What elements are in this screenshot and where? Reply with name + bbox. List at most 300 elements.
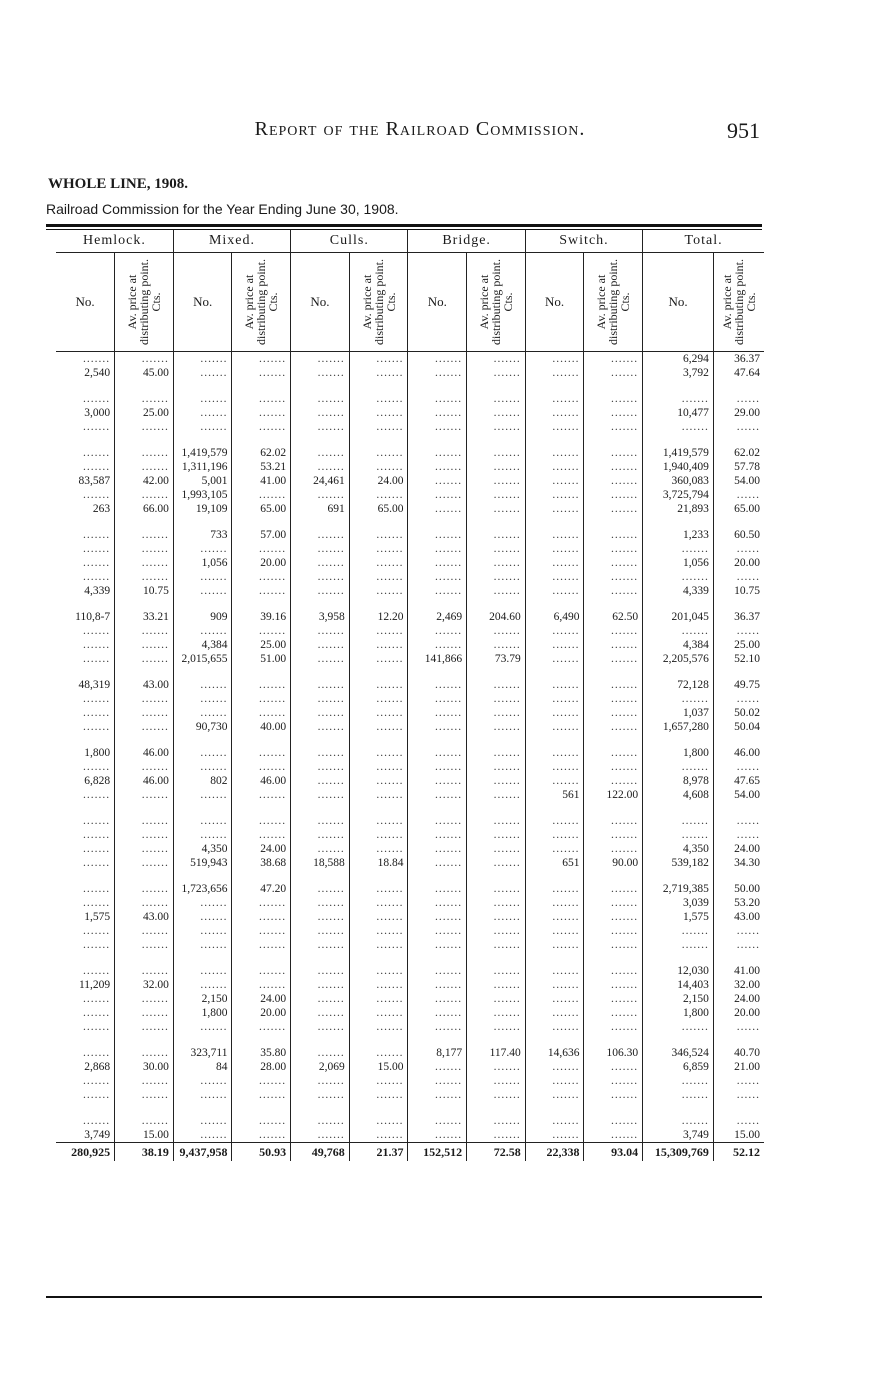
table-cell: ....... <box>408 692 467 706</box>
table-cell <box>232 598 291 610</box>
table-cell: ....... <box>525 992 584 1006</box>
table-cell: ....... <box>173 366 232 380</box>
table-cell: ...... <box>736 1089 760 1101</box>
table-cell: 6,490 <box>525 610 584 624</box>
table-cell <box>408 734 467 746</box>
table-cell: ....... <box>467 1006 526 1020</box>
table-cell <box>115 802 174 814</box>
table-cell <box>713 380 764 392</box>
table-cell: ....... <box>408 570 467 584</box>
table-cell: 4,350 <box>173 842 232 856</box>
table-cell: ....... <box>291 978 350 992</box>
table-cell: 106.30 <box>584 1046 643 1060</box>
table-cell: ....... <box>291 624 350 638</box>
table-cell: ....... <box>408 746 467 760</box>
table-cell: ....... <box>408 406 467 420</box>
table-cell: 1,800 <box>643 1006 714 1020</box>
table-cell: ....... <box>349 788 408 802</box>
table-cell: ....... <box>408 1006 467 1020</box>
table-cell <box>713 802 764 814</box>
table-cell: ....... <box>232 570 291 584</box>
table-cell: ....... <box>291 556 350 570</box>
table-cell: ....... <box>584 474 643 488</box>
table-cell <box>713 598 764 610</box>
table-cell <box>291 734 350 746</box>
table-cell: 691 <box>291 502 350 516</box>
table-cell: ....... <box>349 814 408 828</box>
table-cell: ....... <box>291 692 350 706</box>
table-cell: ....... <box>525 474 584 488</box>
table-row <box>56 460 764 474</box>
table-cell: ....... <box>173 692 232 706</box>
table-row <box>56 474 764 488</box>
table-cell: 1,311,196 <box>173 460 232 474</box>
table-cell: ....... <box>349 896 408 910</box>
table-cell: ....... <box>291 706 350 720</box>
table-cell: ....... <box>643 814 714 828</box>
table-cell: ....... <box>291 882 350 896</box>
table-cell: ....... <box>291 814 350 828</box>
table-cell: 3,749 <box>643 1128 714 1143</box>
table-cell: ....... <box>115 924 174 938</box>
table-cell: ....... <box>56 882 115 896</box>
table-cell: 3,792 <box>643 366 714 380</box>
table-cell: ....... <box>349 678 408 692</box>
table-cell: ....... <box>584 720 643 734</box>
table-cell: ....... <box>584 924 643 938</box>
table-cell: ....... <box>408 896 467 910</box>
table-cell: 53.20 <box>734 897 760 909</box>
table-cell: ....... <box>408 352 467 367</box>
table-cell: 2,150 <box>173 992 232 1006</box>
table-cell: ...... <box>736 829 760 841</box>
table-cell: ....... <box>525 1020 584 1034</box>
table-cell <box>525 870 584 882</box>
table-cell: ....... <box>115 570 174 584</box>
table-cell: ....... <box>173 896 232 910</box>
table-row <box>56 502 764 516</box>
table-cell <box>713 1102 764 1114</box>
table-cell: ....... <box>349 842 408 856</box>
table-cell <box>408 434 467 446</box>
table-cell <box>173 802 232 814</box>
table-cell: ....... <box>349 446 408 460</box>
table-cell: ....... <box>173 420 232 434</box>
table-cell: 33.21 <box>115 610 174 624</box>
table-cell: ....... <box>408 978 467 992</box>
table-cell: ....... <box>291 392 350 406</box>
table-cell: ....... <box>173 924 232 938</box>
table-cell: ....... <box>467 856 526 870</box>
table-cell: ....... <box>525 556 584 570</box>
table-cell: ....... <box>584 366 643 380</box>
table-cell: 4,339 <box>643 584 714 598</box>
table-cell: ....... <box>232 706 291 720</box>
table-cell: ....... <box>584 1114 643 1128</box>
table-cell: 323,711 <box>173 1046 232 1060</box>
table-cell: 30.00 <box>115 1060 174 1074</box>
table-cell <box>173 380 232 392</box>
table-cell: ....... <box>291 638 350 652</box>
table-row <box>56 556 764 570</box>
table-cell <box>584 516 643 528</box>
table-cell: ....... <box>525 842 584 856</box>
table-cell <box>56 870 115 882</box>
col-no: No. <box>408 253 467 352</box>
table-cell <box>525 802 584 814</box>
table-cell: 360,083 <box>643 474 714 488</box>
table-cell: ....... <box>173 978 232 992</box>
table-cell: ....... <box>232 938 291 952</box>
table-cell: 62.50 <box>584 610 643 624</box>
table-cell: 12.20 <box>349 610 408 624</box>
table-cell: ....... <box>467 460 526 474</box>
table-cell: ....... <box>349 570 408 584</box>
table-cell: 43.00 <box>734 911 760 923</box>
table-cell: ....... <box>584 652 643 666</box>
table-cell <box>115 1102 174 1114</box>
spacer-row <box>56 598 764 610</box>
group-culls: Culls. <box>291 230 408 253</box>
table-cell: ....... <box>643 570 714 584</box>
table-cell: ....... <box>115 460 174 474</box>
table-cell <box>291 870 350 882</box>
table-cell: ....... <box>173 706 232 720</box>
table-cell: ....... <box>291 760 350 774</box>
table-cell: ....... <box>56 788 115 802</box>
table-cell: ....... <box>115 528 174 542</box>
table-cell: ....... <box>349 652 408 666</box>
table-cell <box>173 1034 232 1046</box>
table-cell: 50.02 <box>734 707 760 719</box>
table-row <box>56 610 764 624</box>
table-cell <box>643 952 714 964</box>
table-cell: ....... <box>525 692 584 706</box>
table-cell: ....... <box>467 352 526 367</box>
table-cell: ....... <box>291 964 350 978</box>
table-cell: ....... <box>584 1128 643 1143</box>
table-cell: ....... <box>115 446 174 460</box>
table-cell: ....... <box>643 1074 714 1088</box>
table-cell: ....... <box>525 978 584 992</box>
group-switch: Switch. <box>525 230 642 253</box>
page-number: 951 <box>727 118 760 143</box>
table-cell: ....... <box>115 1046 174 1060</box>
table-cell: ....... <box>584 1020 643 1034</box>
table-cell: ....... <box>467 964 526 978</box>
col-no: No. <box>643 253 714 352</box>
table-cell: ....... <box>115 760 174 774</box>
table-cell: ....... <box>56 720 115 734</box>
table-cell: ....... <box>349 420 408 434</box>
table-cell: ....... <box>115 556 174 570</box>
table-cell: 15.00 <box>115 1128 174 1143</box>
table-cell: ....... <box>643 1020 714 1034</box>
table-cell: ....... <box>584 842 643 856</box>
table-cell: 2,069 <box>291 1060 350 1074</box>
table-cell <box>173 870 232 882</box>
table-row <box>56 446 764 460</box>
table-cell: ....... <box>291 1074 350 1088</box>
table-row <box>56 678 764 692</box>
table-row <box>56 992 764 1006</box>
table-cell: ....... <box>232 746 291 760</box>
table-cell: ....... <box>584 624 643 638</box>
table-cell: ....... <box>584 1060 643 1074</box>
table-cell: 1,056 <box>643 556 714 570</box>
col-no: No. <box>56 253 115 352</box>
table-cell <box>173 434 232 446</box>
top-rule <box>46 224 762 227</box>
table-cell: 40.00 <box>232 720 291 734</box>
table-cell: ....... <box>349 692 408 706</box>
table-cell: ....... <box>525 1128 584 1143</box>
table-cell: 36.37 <box>734 353 760 365</box>
table-cell: 57.78 <box>734 461 760 473</box>
table-cell <box>525 1034 584 1046</box>
table-cell: ....... <box>232 964 291 978</box>
table-cell <box>713 516 764 528</box>
table-cell <box>291 380 350 392</box>
table-cell <box>643 380 714 392</box>
table-cell: ....... <box>56 392 115 406</box>
table-cell: 2,868 <box>56 1060 115 1074</box>
table-cell <box>115 870 174 882</box>
table-cell: ....... <box>584 882 643 896</box>
table-cell: ....... <box>291 678 350 692</box>
table-cell: ....... <box>643 760 714 774</box>
table-cell <box>349 434 408 446</box>
table-cell: ....... <box>408 992 467 1006</box>
table-cell <box>643 870 714 882</box>
table-cell: ....... <box>349 528 408 542</box>
table-cell: ....... <box>408 828 467 842</box>
table-row <box>56 814 764 828</box>
table-row <box>56 924 764 938</box>
table-cell: ....... <box>291 788 350 802</box>
table-cell <box>232 434 291 446</box>
table-cell: 50.04 <box>734 721 760 733</box>
table-cell: ....... <box>584 1074 643 1088</box>
table-row <box>56 828 764 842</box>
table-cell: ....... <box>232 584 291 598</box>
table-cell: ....... <box>56 1020 115 1034</box>
table-cell: ....... <box>467 1114 526 1128</box>
table-cell: ....... <box>584 992 643 1006</box>
col-price-label: Av. price at distributing point. Cts. <box>719 259 758 346</box>
table-cell <box>467 870 526 882</box>
table-cell: 1,940,409 <box>643 460 714 474</box>
table-cell: ....... <box>584 678 643 692</box>
table-cell: ....... <box>349 624 408 638</box>
table-cell: ....... <box>173 814 232 828</box>
table-cell: ....... <box>467 1088 526 1102</box>
table-cell <box>467 734 526 746</box>
table-row <box>56 720 764 734</box>
table-cell <box>349 598 408 610</box>
table-cell <box>584 952 643 964</box>
table-cell: ....... <box>232 488 291 502</box>
table-cell: ....... <box>525 896 584 910</box>
table-cell <box>115 666 174 678</box>
table-row <box>56 366 764 380</box>
table-cell: ....... <box>408 882 467 896</box>
table-cell <box>584 734 643 746</box>
table-cell: ....... <box>349 910 408 924</box>
table-cell <box>467 1034 526 1046</box>
table-cell: ....... <box>291 896 350 910</box>
table-cell: ....... <box>525 638 584 652</box>
table-cell: ....... <box>467 474 526 488</box>
table-cell: ....... <box>467 678 526 692</box>
table-cell: ....... <box>525 746 584 760</box>
table-cell: ....... <box>56 624 115 638</box>
table-cell: ....... <box>525 720 584 734</box>
table-cell: 47.64 <box>734 367 760 379</box>
table-cell: 3,039 <box>643 896 714 910</box>
table-cell <box>584 380 643 392</box>
table-cell: ....... <box>408 1128 467 1143</box>
table-cell: 141,866 <box>408 652 467 666</box>
table-cell: 35.80 <box>232 1046 291 1060</box>
table-cell <box>56 666 115 678</box>
table-cell: ....... <box>525 1006 584 1020</box>
table-cell: ...... <box>736 571 760 583</box>
table-row <box>56 1088 764 1102</box>
table-cell: ....... <box>584 528 643 542</box>
table-cell: ....... <box>584 706 643 720</box>
table-cell: ....... <box>56 992 115 1006</box>
total-cell: 49,768 <box>291 1143 350 1162</box>
table-cell: ....... <box>408 366 467 380</box>
table-cell: ....... <box>525 652 584 666</box>
table-cell <box>173 734 232 746</box>
table-cell: ....... <box>232 1088 291 1102</box>
table-cell: ....... <box>584 910 643 924</box>
table-cell: ....... <box>173 584 232 598</box>
table-cell: ....... <box>525 1114 584 1128</box>
table-cell: ....... <box>584 352 643 367</box>
table-cell: ....... <box>525 910 584 924</box>
table-cell: ....... <box>115 488 174 502</box>
table-cell: 46.00 <box>115 746 174 760</box>
table-cell: ....... <box>584 460 643 474</box>
table-cell: ....... <box>291 542 350 556</box>
table-cell: 8,177 <box>408 1046 467 1060</box>
table-cell: ....... <box>525 828 584 842</box>
table-cell: 38.68 <box>232 856 291 870</box>
table-cell <box>232 802 291 814</box>
total-cell: 15,309,769 <box>643 1143 714 1162</box>
table-cell: 24.00 <box>734 993 760 1005</box>
table-cell: 204.60 <box>467 610 526 624</box>
table-cell: ....... <box>173 1114 232 1128</box>
table-cell: ....... <box>408 842 467 856</box>
table-row <box>56 488 764 502</box>
table-cell: 50.00 <box>734 883 760 895</box>
table-cell: 15.00 <box>349 1060 408 1074</box>
table-cell: 43.00 <box>115 678 174 692</box>
table-cell: ....... <box>173 624 232 638</box>
table-cell: 1,419,579 <box>643 446 714 460</box>
table-cell: ....... <box>408 392 467 406</box>
table-cell: ....... <box>56 692 115 706</box>
table-cell <box>56 380 115 392</box>
table-cell <box>349 666 408 678</box>
table-cell: ....... <box>232 392 291 406</box>
total-cell: 22,338 <box>525 1143 584 1162</box>
table-cell: ....... <box>643 938 714 952</box>
table-cell <box>349 802 408 814</box>
table-cell: 60.50 <box>734 529 760 541</box>
table-cell <box>467 666 526 678</box>
table-cell <box>643 434 714 446</box>
table-cell <box>115 380 174 392</box>
table-cell: ....... <box>467 638 526 652</box>
table-cell <box>115 1034 174 1046</box>
table-cell: ....... <box>115 842 174 856</box>
table-cell: 346,524 <box>643 1046 714 1060</box>
table-cell: ....... <box>349 1088 408 1102</box>
table-cell: 51.00 <box>232 652 291 666</box>
table-row <box>56 624 764 638</box>
table-cell: ....... <box>525 366 584 380</box>
table-cell: 3,958 <box>291 610 350 624</box>
table-cell: ....... <box>467 910 526 924</box>
table-cell: ....... <box>643 420 714 434</box>
table-cell: 5,001 <box>173 474 232 488</box>
table-cell <box>56 434 115 446</box>
table-cell: ....... <box>584 828 643 842</box>
table-cell: ....... <box>56 556 115 570</box>
lumber-table <box>56 230 764 1161</box>
table-cell: 1,233 <box>643 528 714 542</box>
table-cell: 24.00 <box>349 474 408 488</box>
total-cell: 38.19 <box>115 1143 174 1162</box>
table-cell: ....... <box>349 964 408 978</box>
table-cell: ....... <box>232 788 291 802</box>
col-no: No. <box>291 253 350 352</box>
table-row <box>56 1074 764 1088</box>
table-cell: ....... <box>467 924 526 938</box>
table-cell: ....... <box>56 1074 115 1088</box>
table-row <box>56 1020 764 1034</box>
table-cell: ....... <box>291 528 350 542</box>
table-cell: ....... <box>349 352 408 367</box>
table-cell: 66.00 <box>115 502 174 516</box>
table-cell: ....... <box>525 406 584 420</box>
table-cell: ...... <box>736 625 760 637</box>
table-cell: ....... <box>291 446 350 460</box>
table-cell: ....... <box>291 488 350 502</box>
table-cell: ....... <box>173 1020 232 1034</box>
table-cell: ....... <box>408 1088 467 1102</box>
table-cell <box>291 598 350 610</box>
table-cell: 4,608 <box>643 788 714 802</box>
table-cell: ....... <box>643 1088 714 1102</box>
col-no: No. <box>173 253 232 352</box>
table-cell: 122.00 <box>584 788 643 802</box>
table-cell: 65.00 <box>734 503 760 515</box>
table-cell: ....... <box>408 420 467 434</box>
table-cell: ....... <box>56 528 115 542</box>
table-cell: ....... <box>173 570 232 584</box>
table-cell: 1,575 <box>643 910 714 924</box>
table-cell: ....... <box>115 1020 174 1034</box>
table-cell <box>467 434 526 446</box>
spacer-row <box>56 1034 764 1046</box>
table-cell: ....... <box>232 678 291 692</box>
